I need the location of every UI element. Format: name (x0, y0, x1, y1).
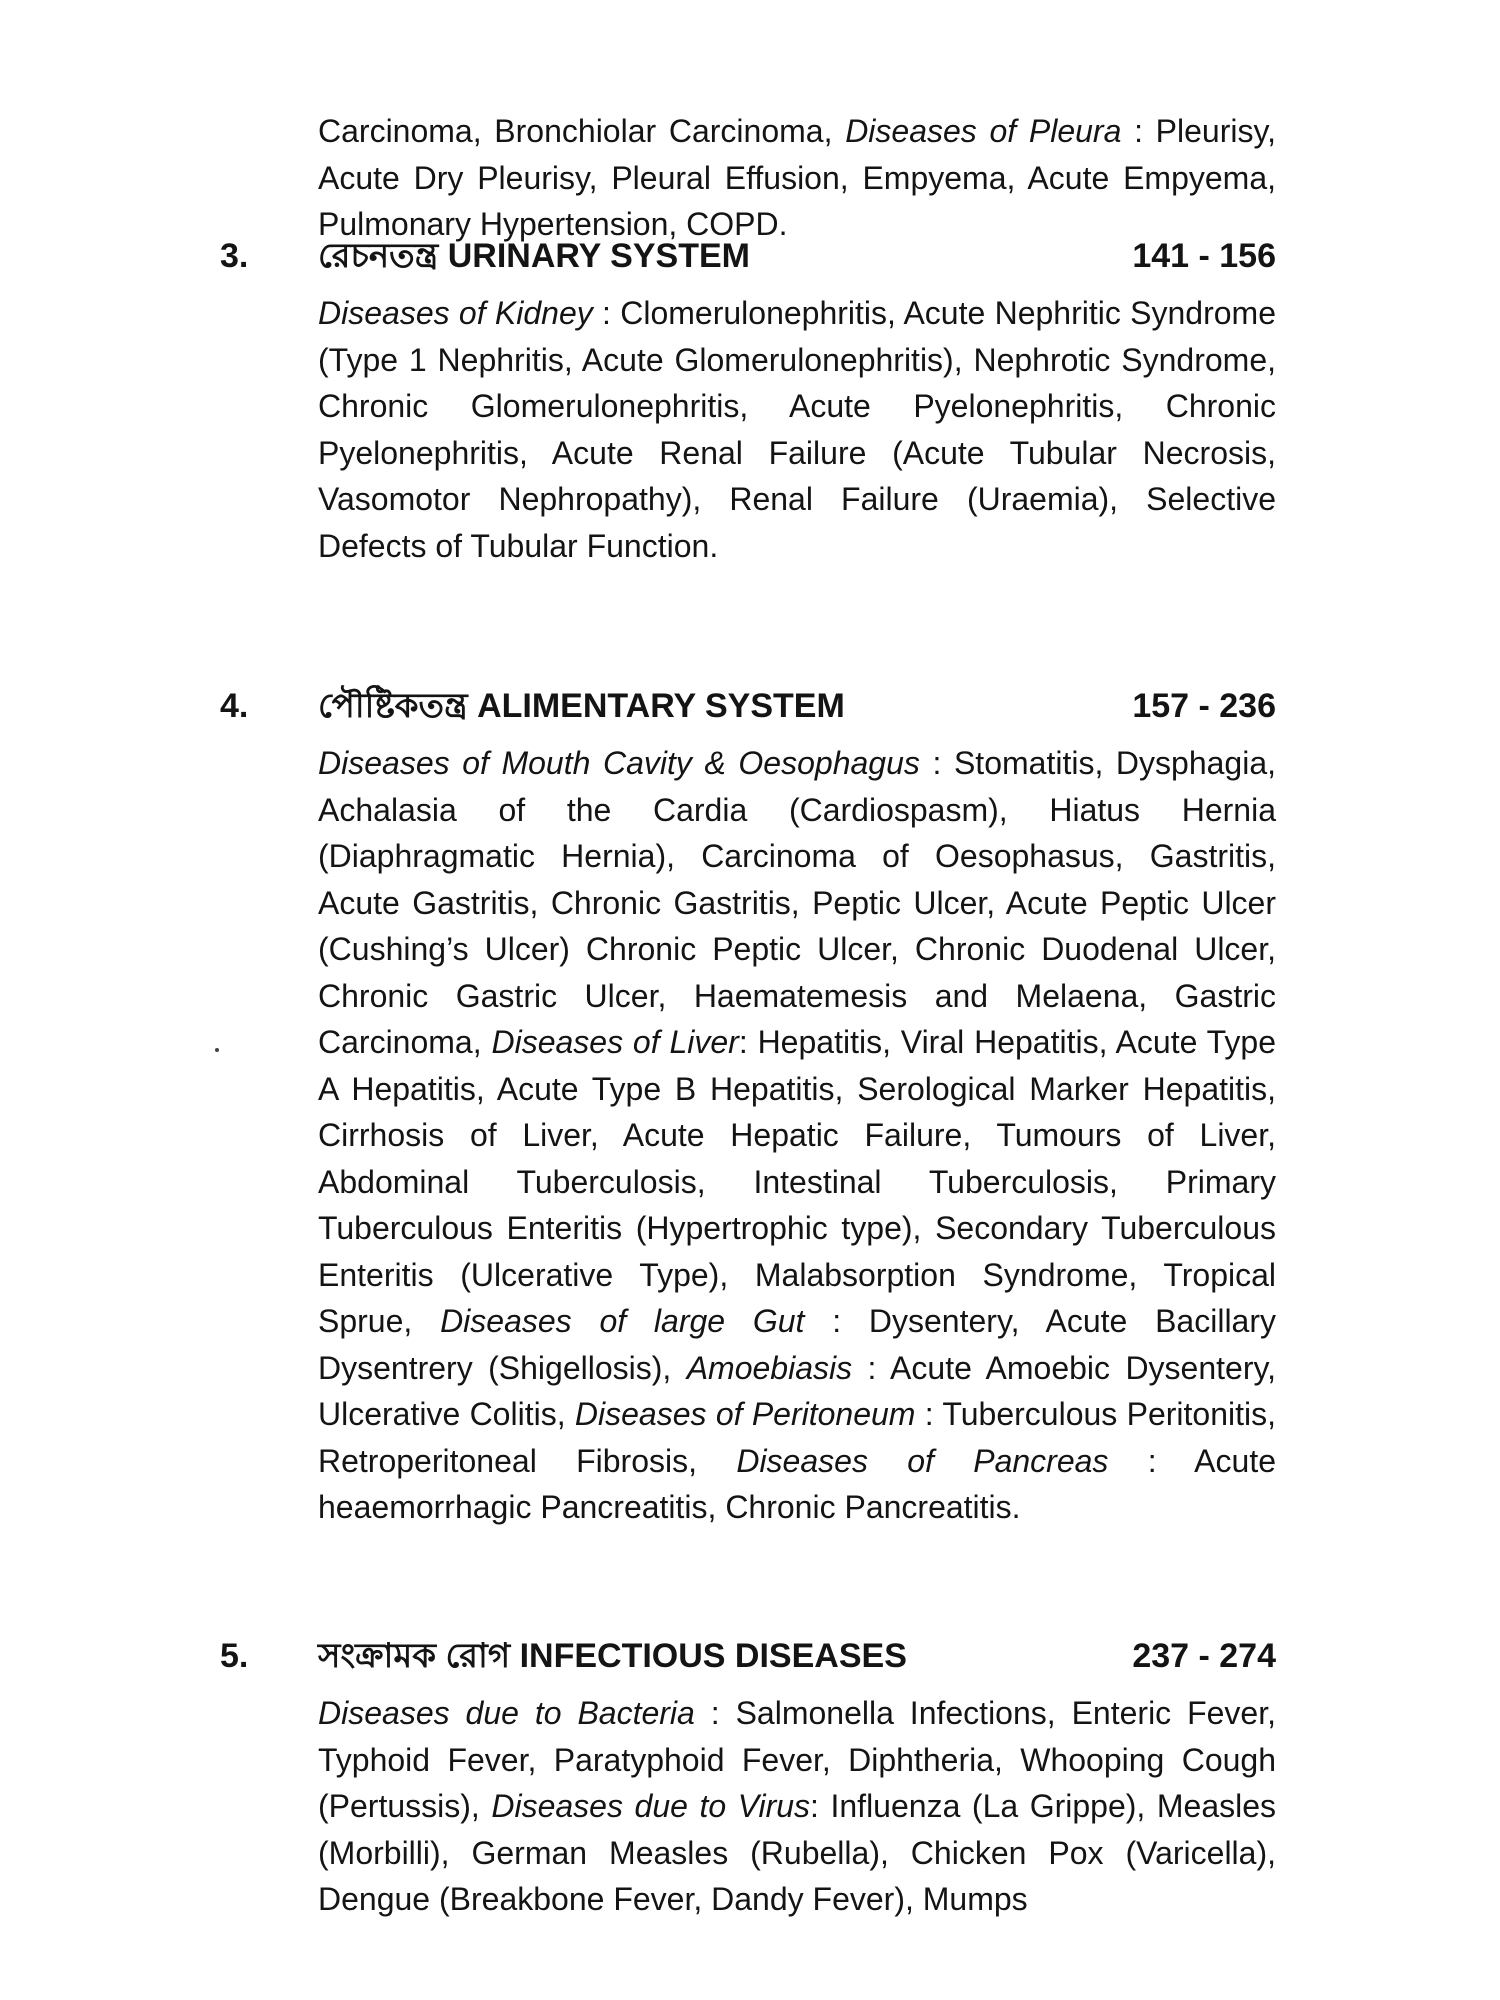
entry-heading (318, 232, 1276, 280)
entry-description (318, 740, 1276, 1531)
entry-number: 4. (220, 687, 249, 725)
page-range: 141 - 156 (1132, 237, 1276, 275)
italic-term: Diseases of Peritoneum (574, 1396, 916, 1432)
page-range: 237 - 274 (1132, 1637, 1276, 1675)
italic-term: Diseases of Kidney (318, 295, 593, 331)
text-segment: : Acute Amoebic Dysentery, Ulcerative Colitis, (318, 1349, 1277, 1432)
bengali-title: রেচনতন্ত্র (318, 237, 439, 275)
entry-number: 3. (220, 237, 249, 275)
italic-term: Diseases of Liver (491, 1024, 739, 1060)
page-range: 157 - 236 (1132, 687, 1276, 725)
text-segment: : Tuberculous Peritonitis, Retroperitoneal Fibrosis, (318, 1396, 1277, 1479)
italic-term: Diseases due to Bacteria (318, 1695, 695, 1731)
text-segment: : Salmonella Infections, Enteric Fever, Typhoid Fever, Paratyphoid Fever, Diphtheria, Whooping Cough (Pertussis), (318, 1695, 1277, 1824)
text-segment: : Pleurisy, Acute Dry Pleurisy, Pleural Effusion, Empyema, Acute Empyema, Pulmonary Hypertension, COPD. (318, 113, 1277, 242)
entry-heading (318, 682, 1276, 730)
text-segment: : Stomatitis, Dysphagia, Achalasia of the Cardia (Cardiospasm), Hiatus Hernia (Diaphragmatic Hernia), Carcinoma of Oesophasus, Gastritis, Acute Gastritis, Chronic Gastritis, Peptic Ulcer, Acute Peptic Ulcer (Cushing’s Ulcer) Chronic Peptic Ulcer, Chronic Duodenal Ulcer, Chronic Gastric Ulcer, Haematemesis and Melaena, Gastric Carcinoma, (318, 745, 1277, 1060)
text-segment: : Hepatitis, Viral Hepatitis, Acute Type A Hepatitis, Acute Type B Hepatitis, Serological Marker Hepatitis, Cirrhosis of Liver, Acute Hepatic Failure, Tumours of Liver, Abdominal Tuberculosis, Intestinal Tuberculosis, Primary Tuberculous Enteritis (Hypertrophic type), Secondary Tuberculous Enteritis (Ulcerative Type), Malabsorption Syndrome, Tropical Sprue, (318, 1024, 1277, 1339)
italic-term: Amoebiasis (686, 1349, 853, 1386)
italic-term: Diseases of Mouth Cavity & Oesophagus (318, 745, 920, 781)
text-segment: : Influenza (La Grippe), Measles (Morbilli), German Measles (Rubella), Chicken Pox (Varicella), Dengue (Breakbone Fever, Dandy Fever), Mumps (318, 1788, 1277, 1917)
bengali-title: পৌষ্টিকতন্ত্র (318, 687, 468, 725)
entry-description (318, 290, 1276, 569)
text-segment: : Acute heaemorrhagic Pancreatitis, Chronic Pancreatitis. (318, 1442, 1277, 1525)
italic-term: Diseases of Pancreas (736, 1442, 1109, 1479)
italic-term: Diseases of Pleura (845, 113, 1122, 149)
entry-description (318, 1690, 1276, 1923)
entry-heading (318, 1632, 1276, 1680)
english-title: URINARY SYSTEM (447, 237, 750, 275)
bengali-title: সংক্রামক রোগ (318, 1637, 511, 1675)
text-segment: Carcinoma, Bronchiolar Carcinoma, (318, 113, 846, 149)
entry-number: 5. (220, 1637, 249, 1675)
text-segment: : Clomerulonephritis, Acute Nephritic Syndrome (Type 1 Nephritis, Acute Glomerulonephritis), Nephrotic Syndrome, Chronic Glomerulonephritis, Acute Pyelonephritis, Chronic Pyelonephritis, Acute Renal Failure (Acute Tubular Necrosis, Vasomotor Nephropathy), Renal Failure (Uraemia), Selective Defects of Tubular Function. (318, 295, 1277, 564)
english-title: INFECTIOUS DISEASES (519, 1637, 907, 1675)
italic-term: Diseases due to Virus (491, 1788, 811, 1824)
margin-speck (215, 1048, 219, 1052)
continuation-paragraph (318, 108, 1276, 248)
italic-term: Diseases of large Gut (440, 1303, 805, 1339)
text-segment: : Dysentery, Acute Bacillary Dysentrery (Shigellosis), (318, 1303, 1276, 1386)
english-title: ALIMENTARY SYSTEM (477, 687, 845, 725)
